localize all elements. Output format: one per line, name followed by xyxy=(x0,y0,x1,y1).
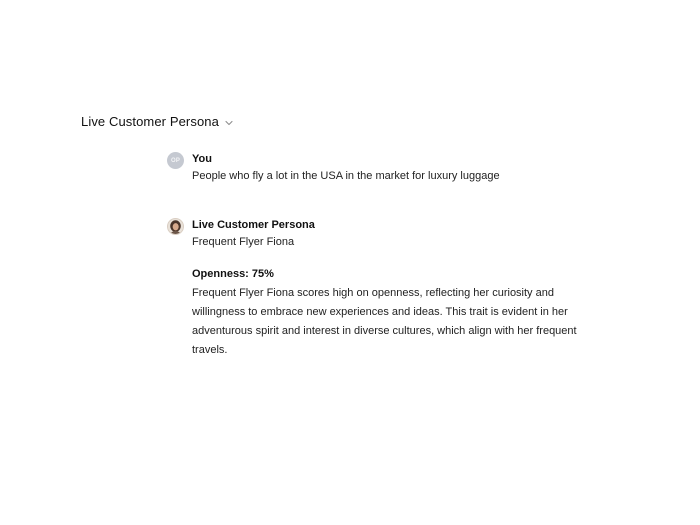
trait-description: Frequent Flyer Fiona scores high on openness, reflecting her curiosity and willingness to embrace new experiences and ideas. This trait is evident in her adventurous spirit and interest in diverse cultures, which align with her frequent travels. xyxy=(192,287,577,356)
persona-name: Frequent Flyer Fiona xyxy=(192,236,295,248)
chevron-down-icon xyxy=(225,118,234,127)
persona-avatar xyxy=(167,218,184,235)
message-author: You xyxy=(192,153,212,165)
user-avatar: OP xyxy=(167,152,184,169)
message-author: Live Customer Persona xyxy=(192,219,315,231)
model-selector[interactable] xyxy=(81,114,234,129)
trait-heading: Openness: 75% xyxy=(192,268,274,280)
page-title: Live Customer Persona xyxy=(81,114,219,129)
user-message xyxy=(167,152,592,184)
message-text: People who fly a lot in the USA in the market for luxury luggage xyxy=(192,170,500,182)
assistant-message xyxy=(167,218,592,360)
